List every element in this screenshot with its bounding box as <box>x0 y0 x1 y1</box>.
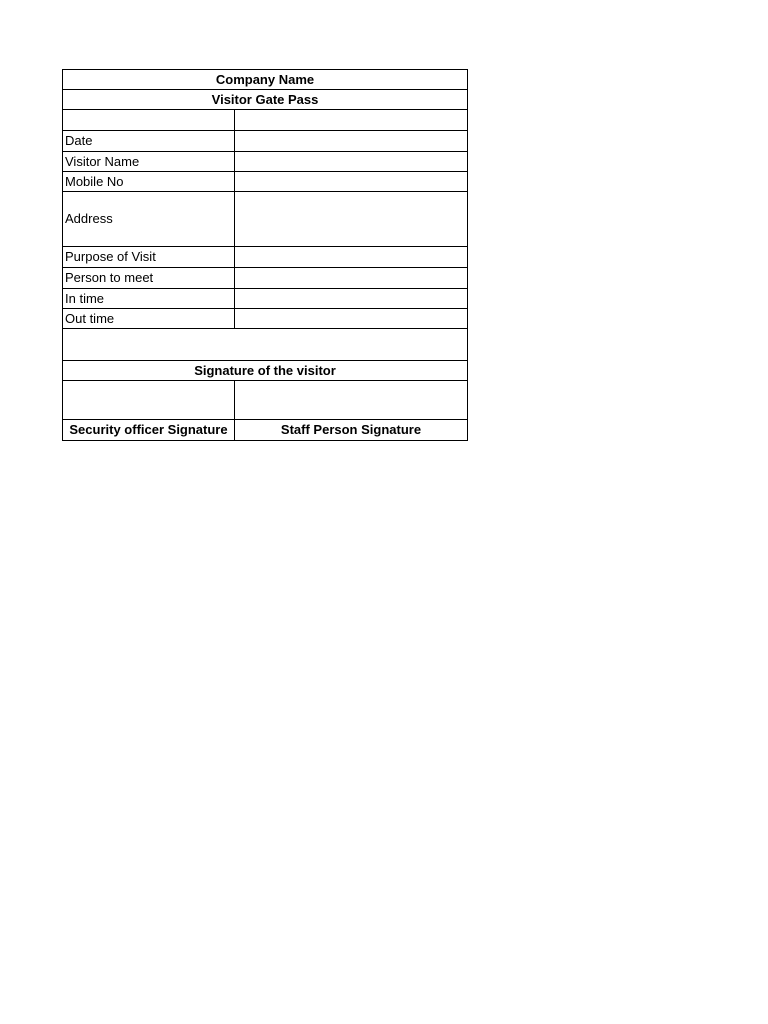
visitor-signature-area[interactable] <box>63 329 468 361</box>
blank-cell-right <box>235 110 468 131</box>
security-signature-area[interactable] <box>63 381 235 420</box>
field-label-visitor-name: Visitor Name <box>63 152 235 172</box>
visitor-signature-label: Signature of the visitor <box>63 361 468 381</box>
field-value-in-time[interactable] <box>235 289 468 309</box>
field-row-visitor-name <box>63 152 468 172</box>
title-row <box>63 90 468 110</box>
field-value-out-time[interactable] <box>235 309 468 329</box>
blank-row <box>63 110 468 131</box>
staff-signature-label: Staff Person Signature <box>235 420 468 441</box>
field-label-mobile-no: Mobile No <box>63 172 235 192</box>
field-row-mobile-no <box>63 172 468 192</box>
form-title: Visitor Gate Pass <box>63 90 468 110</box>
field-value-address[interactable] <box>235 192 468 247</box>
blank-cell-left <box>63 110 235 131</box>
security-signature-label: Security officer Signature <box>63 420 235 441</box>
field-value-visitor-name[interactable] <box>235 152 468 172</box>
company-name: Company Name <box>63 70 468 90</box>
visitor-gate-pass-form <box>62 69 468 441</box>
field-label-in-time: In time <box>63 289 235 309</box>
field-row-purpose-of-visit <box>63 247 468 268</box>
visitor-signature-area-row <box>63 329 468 361</box>
field-label-date: Date <box>63 131 235 152</box>
officer-signature-area-row <box>63 381 468 420</box>
field-label-out-time: Out time <box>63 309 235 329</box>
field-value-date[interactable] <box>235 131 468 152</box>
visitor-signature-label-row <box>63 361 468 381</box>
staff-signature-area[interactable] <box>235 381 468 420</box>
field-value-purpose-of-visit[interactable] <box>235 247 468 268</box>
field-row-out-time <box>63 309 468 329</box>
field-label-person-to-meet: Person to meet <box>63 268 235 289</box>
field-row-date <box>63 131 468 152</box>
field-row-person-to-meet <box>63 268 468 289</box>
field-value-mobile-no[interactable] <box>235 172 468 192</box>
company-name-row <box>63 70 468 90</box>
field-row-in-time <box>63 289 468 309</box>
officer-signature-label-row <box>63 420 468 441</box>
field-row-address <box>63 192 468 247</box>
field-label-purpose-of-visit: Purpose of Visit <box>63 247 235 268</box>
field-value-person-to-meet[interactable] <box>235 268 468 289</box>
field-label-address: Address <box>63 192 235 247</box>
